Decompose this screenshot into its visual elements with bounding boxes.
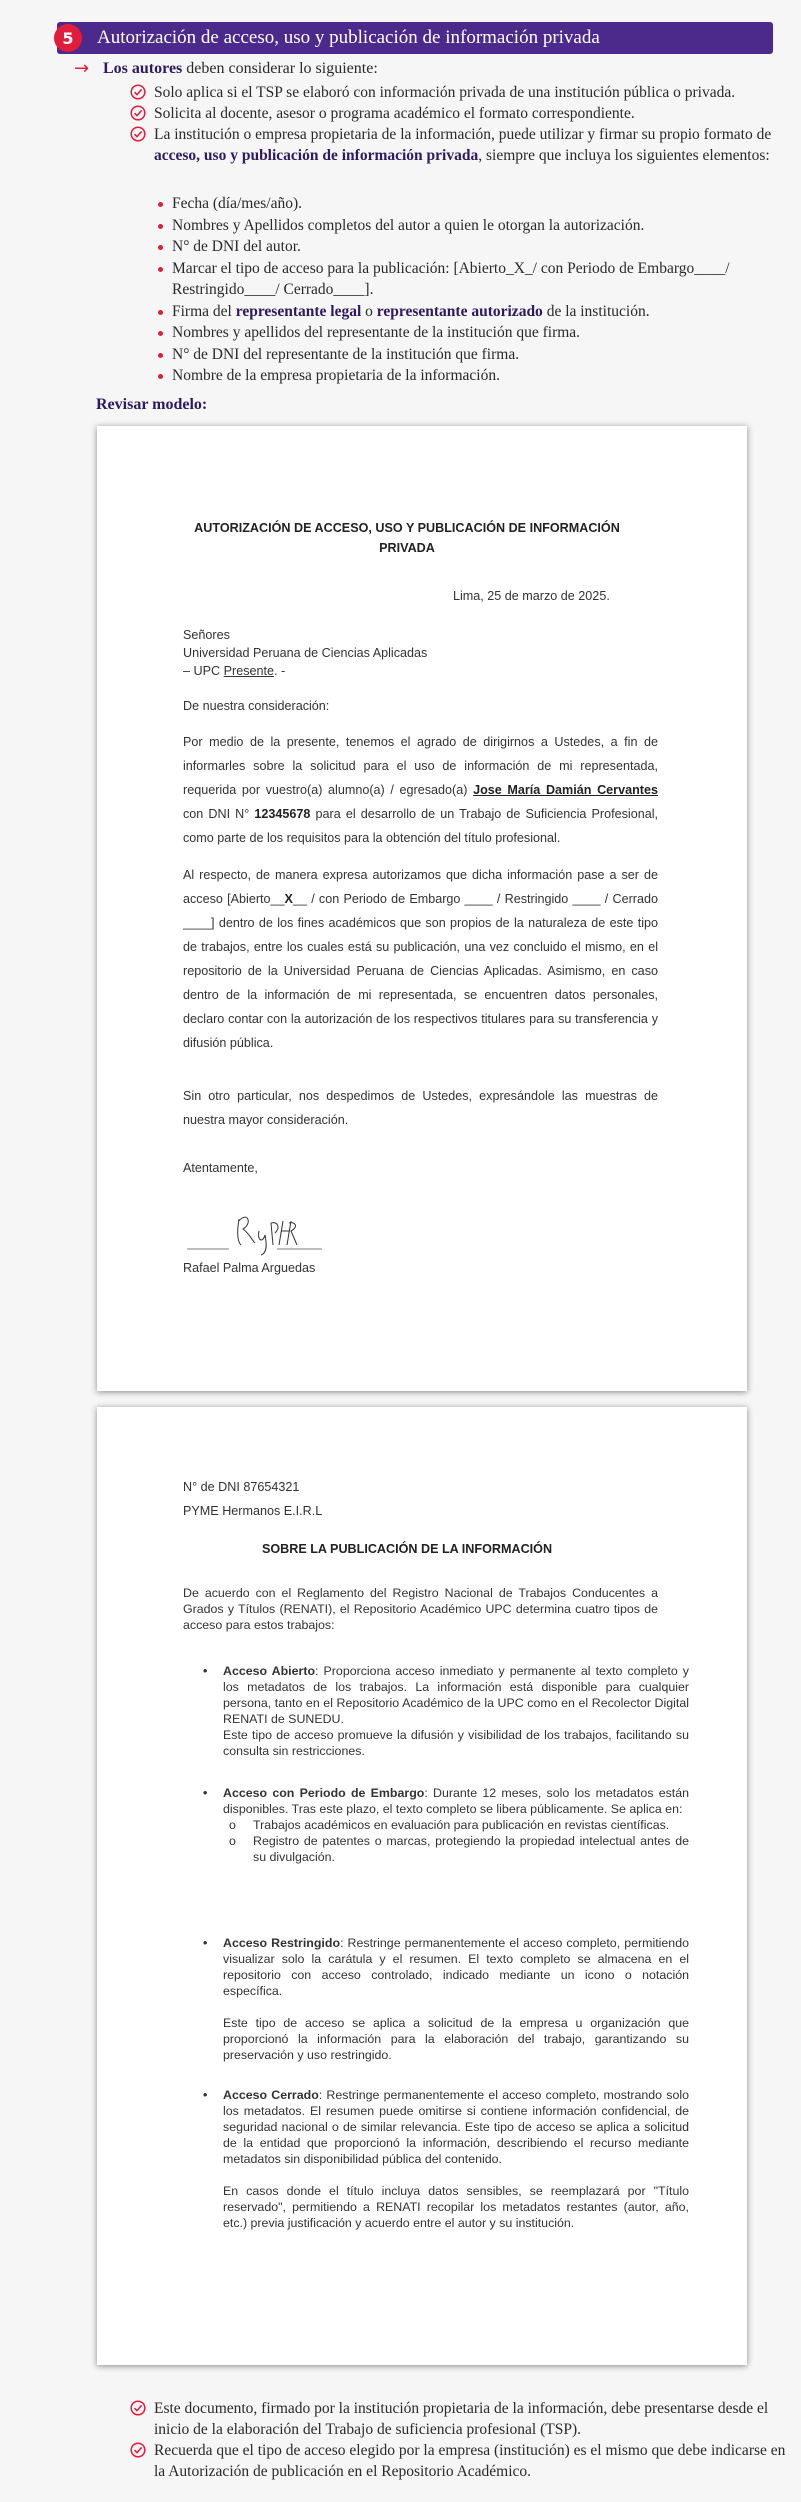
section-number-badge: 5 (54, 24, 82, 52)
addressee-line: Universidad Peruana de Ciencias Aplicadas (183, 646, 428, 660)
bullet-dot: • (203, 1664, 208, 1678)
intro-rest: deben considerar lo siguiente: (182, 60, 378, 77)
check-text: La institución o empresa propietaria de la información, puede utilizar y firmar su propio formato de (154, 126, 772, 143)
bullet-item: Fecha (día/mes/año). (158, 193, 788, 215)
check-circle-icon (130, 2442, 146, 2458)
access-title: Acceso Cerrado (223, 2088, 319, 2102)
doc-title (157, 518, 657, 558)
sub-text: Trabajos académicos en evaluación para publicación en revistas científicas. (253, 1818, 670, 1832)
document-page-1 (97, 426, 747, 1391)
bullet-bold: representante legal (235, 302, 362, 320)
addressee-line (183, 662, 427, 680)
bullet-item: N° de DNI del autor. (158, 236, 788, 258)
check-text: , siempre que incluya los siguientes elementos: (478, 147, 770, 164)
bullet-list (158, 193, 788, 387)
bullet-dot: • (203, 1786, 208, 1800)
doc-title-line: PRIVADA (379, 541, 435, 555)
access-text: Este tipo de acceso se aplica a solicitud de la empresa u organización que proporcionó la información para la elaboración del trabajo, garantizando su preservación y uso restringido. (223, 2016, 689, 2062)
arrow-right-icon: → (74, 58, 90, 79)
student-dni: 12345678 (254, 807, 311, 821)
signer-name: Rafael Palma Arguedas (183, 1261, 316, 1275)
doc-paragraph-3: Sin otro particular, nos despedimos de Ustedes, expresándole las muestras de nuestra mayor consideración. (183, 1089, 658, 1127)
check-item-3 (130, 124, 796, 166)
upc-text: – UPC (183, 664, 224, 678)
doc2-title: SOBRE LA PUBLICACIÓN DE LA INFORMACIÓN (261, 1542, 553, 1556)
bullet-text: de la institución. (542, 302, 650, 320)
rep-dni: N° de DNI 87654321 (183, 1480, 300, 1494)
section-title: Autorización de acceso, uso y publicación de información privada (97, 27, 600, 48)
doc-title-line: AUTORIZACIÓN DE ACCESO, USO Y PUBLICACIÓN DE INFORMACIÓN (194, 521, 620, 535)
sub-item (223, 1817, 689, 1833)
check-circle-icon (130, 105, 146, 121)
bullet-item: Nombres y Apellidos completos del autor a quien le otorgan la autorización. (158, 215, 788, 237)
footer-text: Recuerda que el tipo de acceso elegido por la empresa (institución) es el mismo que debe indicarse en la Autorización de publicación en el Repositorio Académico. (154, 2442, 786, 2480)
document-page-2 (97, 1407, 747, 2365)
bullet-item: N° de DNI del representante de la institución que firma. (158, 344, 788, 366)
check-circle-icon (130, 2400, 146, 2416)
p-text: para el desarrollo de un Trabajo de Suficiencia Profesional, como parte de los requisitos para la obtención del título profesional. (183, 807, 658, 845)
check-item-2 (130, 103, 796, 124)
check-text-bold: acceso, uso y publicación de información privada (154, 147, 479, 164)
access-text: En casos donde el título incluya datos sensibles, se reemplazará por "Título reservado", permitiendo a RENATI recopilar los metadatos restantes (autor, año, etc.) previa justificación y acuerdo entre el autor y su institución. (223, 2184, 689, 2230)
bullet-item: Marcar el tipo de acceso para la publicación: [Abierto_X_/ con Periodo de Embargo____/ Restringido____/ Cerrado____]. (158, 258, 788, 301)
doc-paragraph-1 (183, 730, 658, 850)
access-open (203, 1663, 689, 1759)
access-text: : Restringe permanentemente el acceso completo, permitiendo visualizar solo la carátula y el resumen. El texto completo se almacena en el repositorio con acceso controlado, indicado mediante un icono o notación específica. (223, 1936, 689, 1998)
access-embargo (203, 1785, 690, 1865)
intro-line (103, 60, 378, 78)
p-text: __ / con Periodo de Embargo ____ / Restringido ____ / Cerrado ____] dentro de los fines académicos que son propios de la naturaleza de este tipo de trabajos, entre los cuales está su publicación, una vez concluido el mismo, en el repositorio de la Universidad Peruana de Ciencias Aplicadas. Asimismo, en caso dentro de la información de mi representada, se encuentren datos personales, declaro contar con la autorización de los respectivos titulares para su transferencia y difusión pública. (183, 892, 659, 1050)
check-circle-icon (130, 84, 146, 100)
student-name: Jose María Damián Cervantes (473, 783, 658, 797)
access-title: Acceso Restringido (223, 1936, 341, 1950)
bullet-dot: • (203, 1936, 208, 1950)
footer-text: Este documento, firmado por la institución propietaria de la información, debe presentarse desde el inicio de la elaboración del Trabajo de suficiencia profesional (TSP). (154, 2400, 769, 2438)
access-text: : Proporciona acceso inmediato y permanente al texto completo y los metadatos de los trabajos. La información está disponible para cualquier persona, tanto en el Repositorio Académico de la UPC como en el Recolector Digital RENATI de SUNEDU. (223, 1664, 689, 1726)
p-text: Por medio de la presente, tenemos el agrado de dirigirnos a Ustedes, a fin de informarles sobre la solicitud para el uso de información de mi representada, requerida por vuestro(a) alumno(a) / egresado(a) (183, 735, 658, 797)
rep-info (183, 1475, 322, 1523)
bullet-item (158, 301, 788, 323)
p-text: con DNI N° (183, 807, 255, 821)
company-name: PYME Hermanos E.I.R.L (183, 1504, 323, 1518)
upc-text: . - (274, 664, 286, 678)
footer-item-2 (130, 2440, 796, 2482)
sub-item (223, 1833, 689, 1865)
access-restricted (203, 1935, 689, 2063)
check-circle-icon (130, 126, 146, 142)
presente-text: Presente (223, 664, 274, 678)
bullet-item: Nombres y apellidos del representante de la institución que firma. (158, 322, 788, 344)
doc-closing: Atentamente, (183, 1161, 258, 1175)
footer-notes (130, 2398, 796, 2482)
access-mark: X (284, 892, 293, 906)
bullet-bold: representante autorizado (376, 302, 543, 320)
doc2-intro: De acuerdo con el Reglamento del Registro Nacional de Trabajos Conducentes a Grados y Títulos (RENATI), el Repositorio Académico UPC determina cuatro tipos de acceso para estos trabajos: (183, 1586, 658, 1632)
p-text: Al respecto, de manera expresa autorizamos que dicha información pase a ser de acceso [Abierto__ (183, 868, 658, 906)
footer-item-1 (130, 2398, 796, 2440)
doc-addressee (183, 626, 427, 680)
doc-greeting: De nuestra consideración: (183, 699, 330, 713)
signature-image (187, 1201, 327, 1256)
circle-bullet-icon: o (229, 1818, 236, 1832)
access-text: Este tipo de acceso promueve la difusión y visibilidad de los trabajos, facilitando su consulta sin restricciones. (223, 1728, 689, 1758)
access-closed (203, 2087, 689, 2231)
check-text: Solo aplica si el TSP se elaboró con información privada de una institución pública o privada. (154, 84, 736, 101)
check-item-1 (130, 82, 796, 103)
bullet-dot: • (203, 2088, 208, 2102)
bullet-text: o (361, 302, 377, 320)
circle-bullet-icon: o (229, 1834, 236, 1848)
review-model-label: Revisar modelo: (96, 396, 208, 413)
bullet-item: Nombre de la empresa propietaria de la información. (158, 365, 788, 387)
doc-date: Lima, 25 de marzo de 2025. (453, 589, 610, 603)
doc-paragraph-2 (183, 863, 658, 1055)
bullet-text: Firma del (172, 302, 236, 320)
access-text: : Restringe permanentemente el acceso completo, mostrando solo los metadatos. El resumen puede omitirse si contiene información confidencial, de seguridad nacional o de similar relevancia. Este tipo de acceso se aplica a solicitud de la entidad que proporcionó la información, describiendo el recurso mediante metadatos sin disponibilidad pública del contenido. (223, 2088, 689, 2166)
section-header (57, 22, 773, 54)
check-text: Solicita al docente, asesor o programa académico el formato correspondiente. (154, 105, 635, 122)
access-title: Acceso con Periodo de Embargo (223, 1786, 425, 1800)
access-text: : Durante 12 meses, solo los metadatos están disponibles. Tras este plazo, el texto completo se libera públicamente. Se aplica en: (223, 1786, 690, 1816)
checklist (130, 82, 796, 166)
addressee-line: Señores (183, 628, 230, 642)
sub-text: Registro de patentes o marcas, protegiendo la propiedad intelectual antes de su divulgación. (253, 1834, 689, 1864)
intro-bold: Los autores (103, 60, 183, 77)
access-title: Acceso Abierto (223, 1664, 316, 1678)
